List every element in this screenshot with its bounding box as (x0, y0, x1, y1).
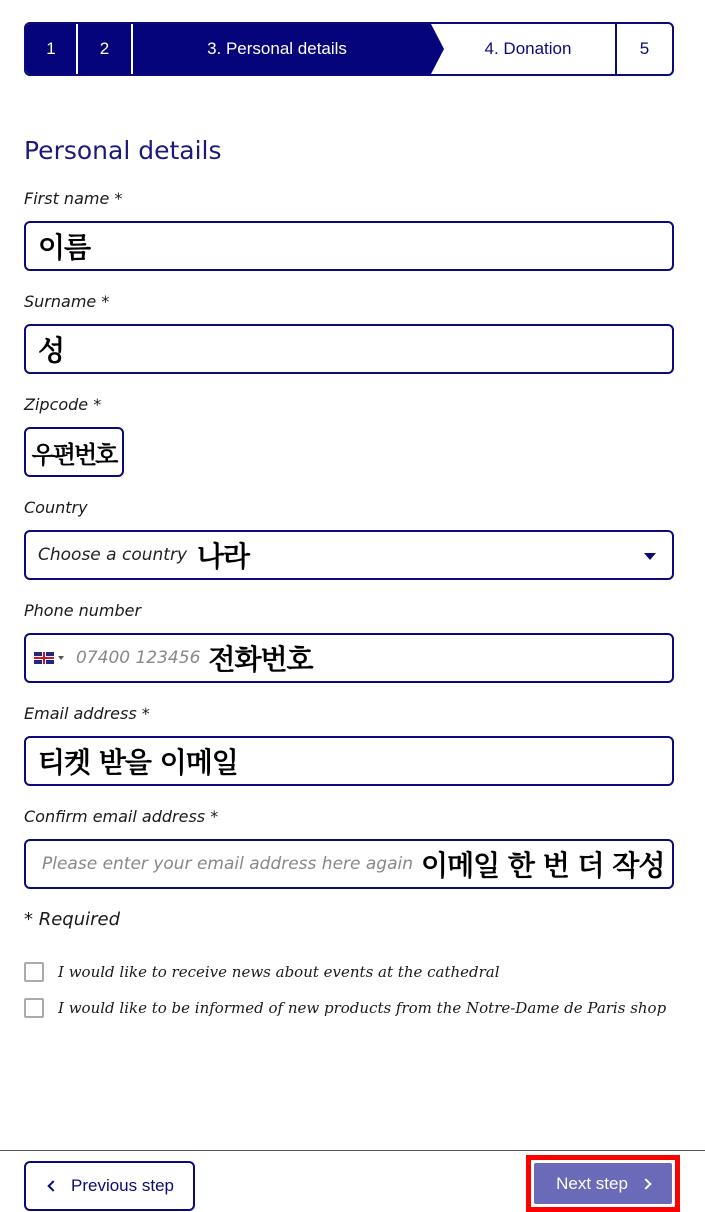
flag-dropdown-icon[interactable] (58, 656, 64, 660)
shop-products-label[interactable]: I would like to be informed of new products from the Notre-Dame de Paris shop (58, 999, 667, 1017)
step-4-label: 4. Donation (484, 39, 572, 58)
surname-label: Surname * (24, 292, 110, 311)
first-name-label: First name * (24, 189, 123, 208)
email-label: Email address * (24, 704, 150, 723)
step-1-label: 1 (46, 39, 56, 58)
surname-value: 성 (38, 334, 65, 367)
phone-annotation: 전화번호 (208, 643, 313, 676)
chevron-left-icon (47, 1180, 58, 1191)
confirm-email-annotation: 이메일 한 번 더 작성 (421, 849, 665, 882)
chevron-right-icon (640, 1178, 651, 1189)
newsletter-events-checkbox[interactable] (24, 962, 44, 982)
step-5 (617, 24, 672, 74)
first-name-value: 이름 (38, 231, 91, 264)
zipcode-input[interactable] (24, 427, 124, 477)
step-3-label: 3. Personal details (207, 39, 347, 58)
step-5-label: 5 (639, 39, 650, 58)
zipcode-label: Zipcode * (24, 395, 102, 414)
previous-step-label: Previous step (71, 1176, 174, 1195)
shop-products-row (24, 998, 666, 1018)
phone-placeholder: 07400 123456 (76, 648, 201, 668)
country-selected: Choose a country (38, 545, 187, 565)
step-1[interactable] (26, 24, 78, 74)
confirm-email-placeholder: Please enter your email address here again (42, 854, 414, 874)
email-value: 티켓 받을 이메일 (38, 746, 238, 779)
phone-input[interactable] (24, 633, 674, 683)
chevron-down-icon (644, 553, 656, 560)
newsletter-events-row (24, 962, 500, 982)
uk-flag-icon[interactable] (34, 652, 54, 664)
email-input[interactable] (24, 736, 674, 786)
shop-products-checkbox[interactable] (24, 998, 44, 1018)
country-select[interactable] (24, 530, 674, 580)
footer-divider (0, 1150, 705, 1151)
country-label: Country (24, 498, 88, 517)
step-4 (431, 24, 617, 74)
progress-stepper (24, 22, 674, 76)
next-step-label: Next step (556, 1173, 628, 1193)
first-name-input[interactable] (24, 221, 674, 271)
confirm-email-label: Confirm email address * (24, 807, 219, 826)
country-annotation: 나라 (197, 540, 250, 573)
step-3-current (133, 24, 431, 74)
section-title: Personal details (24, 136, 222, 165)
newsletter-events-label[interactable]: I would like to receive news about events at the cathedral (58, 963, 500, 981)
step-2[interactable] (78, 24, 133, 74)
next-step-highlight (526, 1155, 680, 1212)
required-note: * Required (24, 909, 121, 930)
previous-step-button[interactable] (24, 1161, 195, 1211)
confirm-email-input[interactable] (24, 839, 674, 889)
phone-label: Phone number (24, 601, 142, 620)
zipcode-value: 우편번호 (31, 440, 117, 469)
step-2-label: 2 (99, 39, 110, 58)
surname-input[interactable] (24, 324, 674, 374)
next-step-button[interactable] (534, 1163, 672, 1204)
